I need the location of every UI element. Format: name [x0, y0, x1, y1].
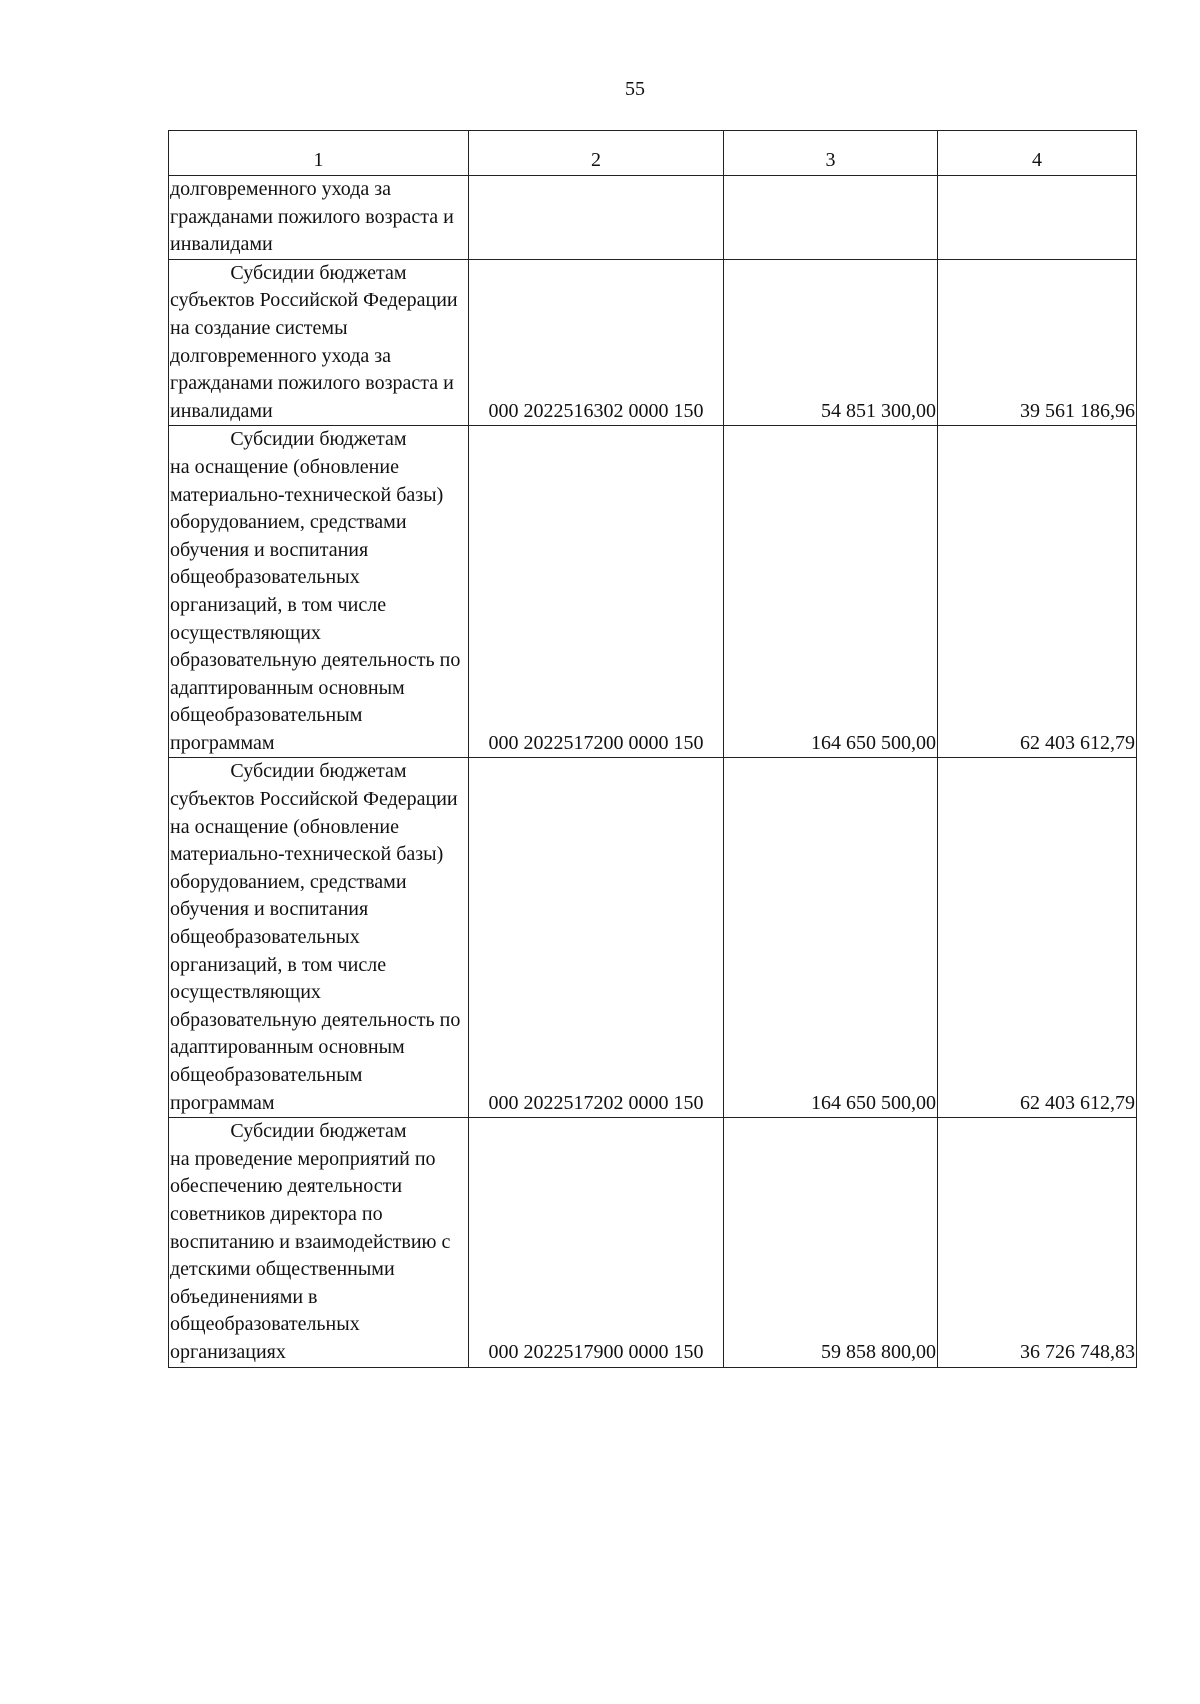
row-name: [169, 426, 469, 758]
row-name: [169, 259, 469, 426]
column-header-1: 1: [169, 131, 469, 176]
table-row: [169, 176, 1137, 260]
row-value-3: [724, 176, 938, 260]
column-header-2: 2: [469, 131, 724, 176]
row-code: 000 2022516302 0000 150: [469, 259, 724, 426]
budget-table: [168, 130, 1137, 1368]
row-name-rest: на проведение мероприятий по обеспечению деятельности советников директора по воспитанию и взаимодействию с детскими общественными объединениями в общеобразовательных организациях: [170, 1147, 451, 1363]
row-value-4: 36 726 748,83: [938, 1118, 1137, 1367]
row-name-first: Субсидии бюджетам: [230, 760, 407, 783]
row-name: [169, 176, 469, 260]
row-value-4: 62 403 612,79: [938, 758, 1137, 1118]
row-value-4: [938, 176, 1137, 260]
row-name: [169, 1118, 469, 1367]
row-code: 000 2022517900 0000 150: [469, 1118, 724, 1367]
row-code: [469, 176, 724, 260]
row-code: 000 2022517200 0000 150: [469, 426, 724, 758]
page-number: 55: [625, 78, 645, 100]
row-name-rest: долговременного ухода за гражданами пожилого возраста и инвалидами: [170, 178, 454, 256]
row-value-4: 39 561 186,96: [938, 259, 1137, 426]
row-value-3: 54 851 300,00: [724, 259, 938, 426]
row-name-first: Субсидии бюджетам: [230, 261, 407, 284]
row-value-3: 164 650 500,00: [724, 758, 938, 1118]
row-name-rest: субъектов Российской Федерации на оснащение (обновление материально-технической базы) оборудованием, средствами обучения и воспитания общеобразовательных организаций, в том числе осуществляющих образовательную деятельность по адаптированным основным общеобразовательным программам: [170, 788, 461, 1114]
row-code: 000 2022517202 0000 150: [469, 758, 724, 1118]
row-name-rest: субъектов Российской Федерации на создание системы долговременного ухода за гражданами пожилого возраста и инвалидами: [170, 289, 458, 422]
table-row: [169, 259, 1137, 426]
table-row: [169, 758, 1137, 1118]
row-name-first: Субсидии бюджетам: [230, 1120, 407, 1143]
table-row: [169, 1118, 1137, 1367]
row-name-first: Субсидии бюджетам: [230, 428, 407, 451]
row-value-4: 62 403 612,79: [938, 426, 1137, 758]
row-value-3: 59 858 800,00: [724, 1118, 938, 1367]
row-name: [169, 758, 469, 1118]
column-header-3: 3: [724, 131, 938, 176]
table-header-row: [169, 131, 1137, 176]
row-value-3: 164 650 500,00: [724, 426, 938, 758]
row-name-rest: на оснащение (обновление материально-технической базы) оборудованием, средствами обучения и воспитания общеобразовательных организаций, в том числе осуществляющих образовательную деятельность по адаптированным основным общеобразовательным программам: [170, 455, 461, 754]
table-row: [169, 426, 1137, 758]
column-header-4: 4: [938, 131, 1137, 176]
